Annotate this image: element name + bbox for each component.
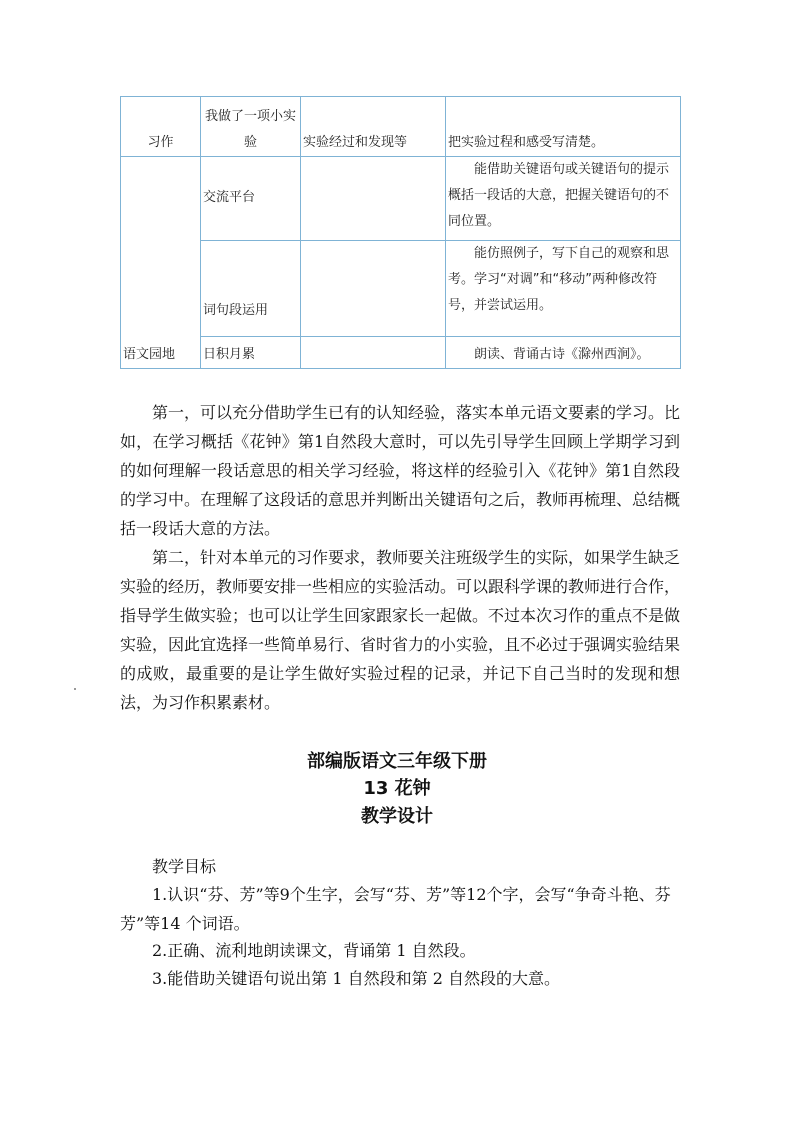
table-row [121,97,681,157]
cell-text: 能借助关键语句或关键语句的提示概括一段话的大意，把握关键语句的不同位置。 [448,162,670,229]
unit-overview-table [120,96,681,369]
table-cell [301,157,446,241]
table-row [121,337,681,369]
table-cell: 我做了一项小实验 [201,97,301,157]
goal-item-3: 3.能借助关键语句说出第 1 自然段和第 2 自然段的大意。 [152,969,560,988]
scan-dot [74,688,76,690]
table-cell [301,241,446,337]
cell-text: 能仿照例子，写下自己的观察和思考。学习“对调”和“移动”两种修改符号，并尝试运用。 [448,246,670,313]
table-cell [446,241,681,337]
cell-text: 朗读、背诵古诗《滁州西涧》。 [474,347,650,362]
lesson-title: 13 花钟 [363,778,431,799]
paragraph-first: 第一，可以充分借助学生已有的认知经验，落实本单元语文要素的学习。比如，在学习概括《花钟》第1自然段大意时，可以先引导学生回顾上学期学习到的如何理解一段话意思的相关学习经验，将这样的经验引入《花钟》第1自然段的学习中。在理解了这段话的意思并判断出关键语句之后，教师再梳理、总结概括一段话大意的方法。 [120,403,681,538]
goals-heading: 教学目标 [152,857,217,876]
table-cell [446,157,681,241]
table-row [121,241,681,337]
table-cell: 日积月累 [201,337,301,369]
table-cell: 习作 [121,97,201,157]
table-cell: 词句段运用 [201,241,301,337]
paragraph-second: 第二，针对本单元的习作要求，教师要关注班级学生的实际，如果学生缺乏实验的经历，教师要安排一些相应的实验活动。可以跟科学课的教师进行合作，指导学生做实验；也可以让学生回家跟家长一起做。不过本次习作的重点不是做实验，因此宜选择一些简单易行、省时省力的小实验，且不必过于强调实验结果的成败，最重要的是让学生做好实验过程的记录，并记下自己当时的发现和想法，为习作积累素材。 [120,548,681,712]
goal-item-1: 1.认识“芬、芳”等9个生字，会写“芬、芳”等12个字，会写“争奇斗艳、芬芳”等14 个词语。 [120,885,671,933]
doc-title: 部编版语文三年级下册 [307,751,487,772]
table-cell: 实验经过和发现等 [301,97,446,157]
goal-item-2: 2.正确、流利地朗读课文，背诵第 1 自然段。 [152,941,476,960]
table-row [121,157,681,241]
table-cell [446,337,681,369]
table-cell: 交流平台 [201,157,301,241]
table-cell [301,337,446,369]
section-title: 教学设计 [361,806,433,827]
table-cell: 语文园地 [121,157,201,369]
table-cell: 把实验过程和感受写清楚。 [446,97,681,157]
